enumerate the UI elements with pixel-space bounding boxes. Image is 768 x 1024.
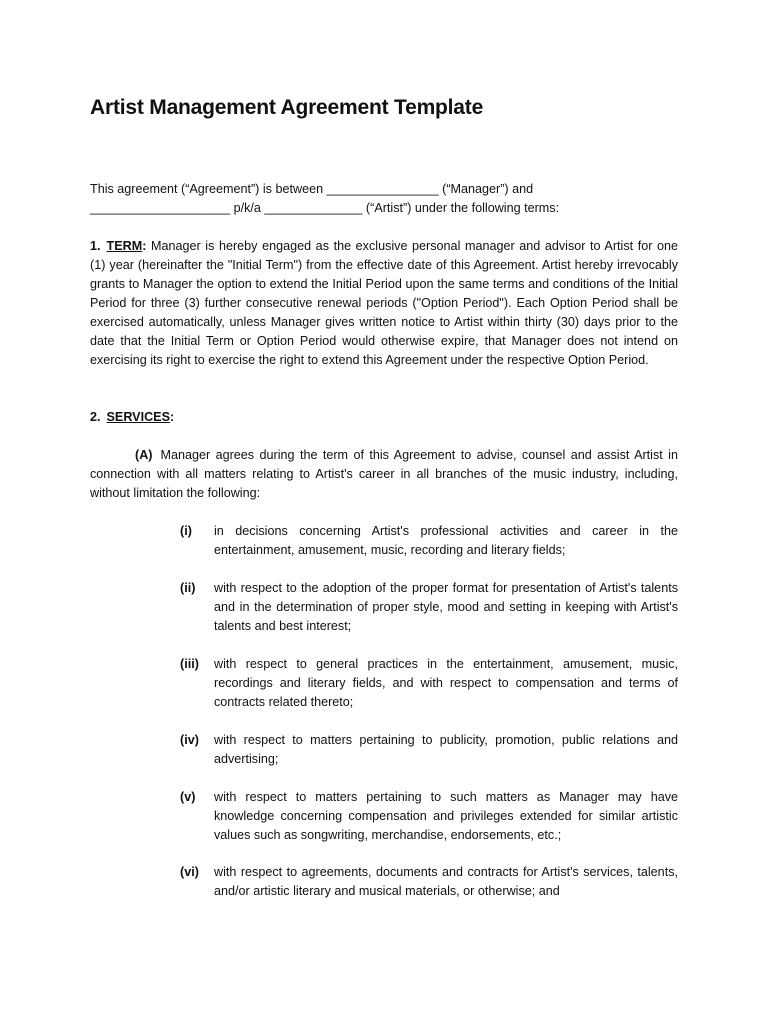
list-item-text: with respect to matters pertaining to such matters as Manager may have knowledge concerning compensation and privileges extended for similar artistic values such as songwriting, merchandise, endorsements, etc.; xyxy=(214,790,678,842)
list-item-label: (i) xyxy=(180,524,192,538)
list-item-label: (vi) xyxy=(180,865,199,879)
section-services-heading xyxy=(90,408,678,427)
section-number: 1. xyxy=(90,239,101,253)
list-item-label: (v) xyxy=(180,790,196,804)
list-item xyxy=(180,522,678,560)
intro-line-2: ____________________ p/k/a ______________ (“Artist”) under the following terms: xyxy=(90,201,560,215)
list-item-label: (iii) xyxy=(180,657,199,671)
list-item-label: (ii) xyxy=(180,581,196,595)
list-item-text: with respect to matters pertaining to publicity, promotion, public relations and advertising; xyxy=(214,733,678,766)
section-term xyxy=(90,237,678,370)
list-item-text: with respect to agreements, documents and contracts for Artist's services, talents, and/or artistic literary and musical materials, or otherwise; and xyxy=(214,865,678,898)
list-item-text: with respect to general practices in the entertainment, amusement, music, recordings and literary fields, and with respect to compensation and terms of contracts related thereto; xyxy=(214,657,678,709)
services-clause-a xyxy=(90,446,678,503)
section-text: Manager is hereby engaged as the exclusive personal manager and advisor to Artist for one (1) year (hereinafter the "Initial Term") from the effective date of this Agreement. Artist hereby irrevocably grants to Manager the option to extend the Initial Period upon the same terms and conditions of the Initial Period for three (3) further consecutive renewal periods ("Option Period"). Each Option Period shall be exercised automatically, unless Manager gives written notice to Artist within thirty (30) days prior to the date that the Initial Term or Option Period would otherwise expire, that Manager does not intend on exercising its right to exercise the right to extend this Agreement under the respective Option Period. xyxy=(90,239,678,367)
list-item xyxy=(180,655,678,712)
list-item xyxy=(180,863,678,901)
list-item xyxy=(180,788,678,845)
list-item-text: in decisions concerning Artist's professional activities and career in the entertainment, amusement, music, recording and literary fields; xyxy=(214,524,678,557)
clause-label: (A) xyxy=(135,448,153,462)
section-title-colon: : xyxy=(142,239,147,253)
list-item-text: with respect to the adoption of the proper format for presentation of Artist's talents and in the determination of proper style, mood and setting in keeping with Artist's talents and best interest; xyxy=(214,581,678,633)
section-title: SERVICES xyxy=(106,410,170,424)
list-item xyxy=(180,579,678,636)
document-title: Artist Management Agreement Template xyxy=(90,96,484,119)
section-number: 2. xyxy=(90,410,101,424)
section-title-colon: : xyxy=(169,410,175,424)
intro-line-1: This agreement (“Agreement”) is between ________________ (“Manager”) and xyxy=(90,182,534,196)
section-title: TERM xyxy=(106,239,143,253)
list-item-label: (iv) xyxy=(180,733,199,747)
clause-text: Manager agrees during the term of this Agreement to advise, counsel and assist Artist in connection with all matters relating to Artist's career in all branches of the music industry, including, without limitation the following: xyxy=(90,448,678,500)
list-item xyxy=(180,731,678,769)
intro-paragraph xyxy=(90,180,678,218)
